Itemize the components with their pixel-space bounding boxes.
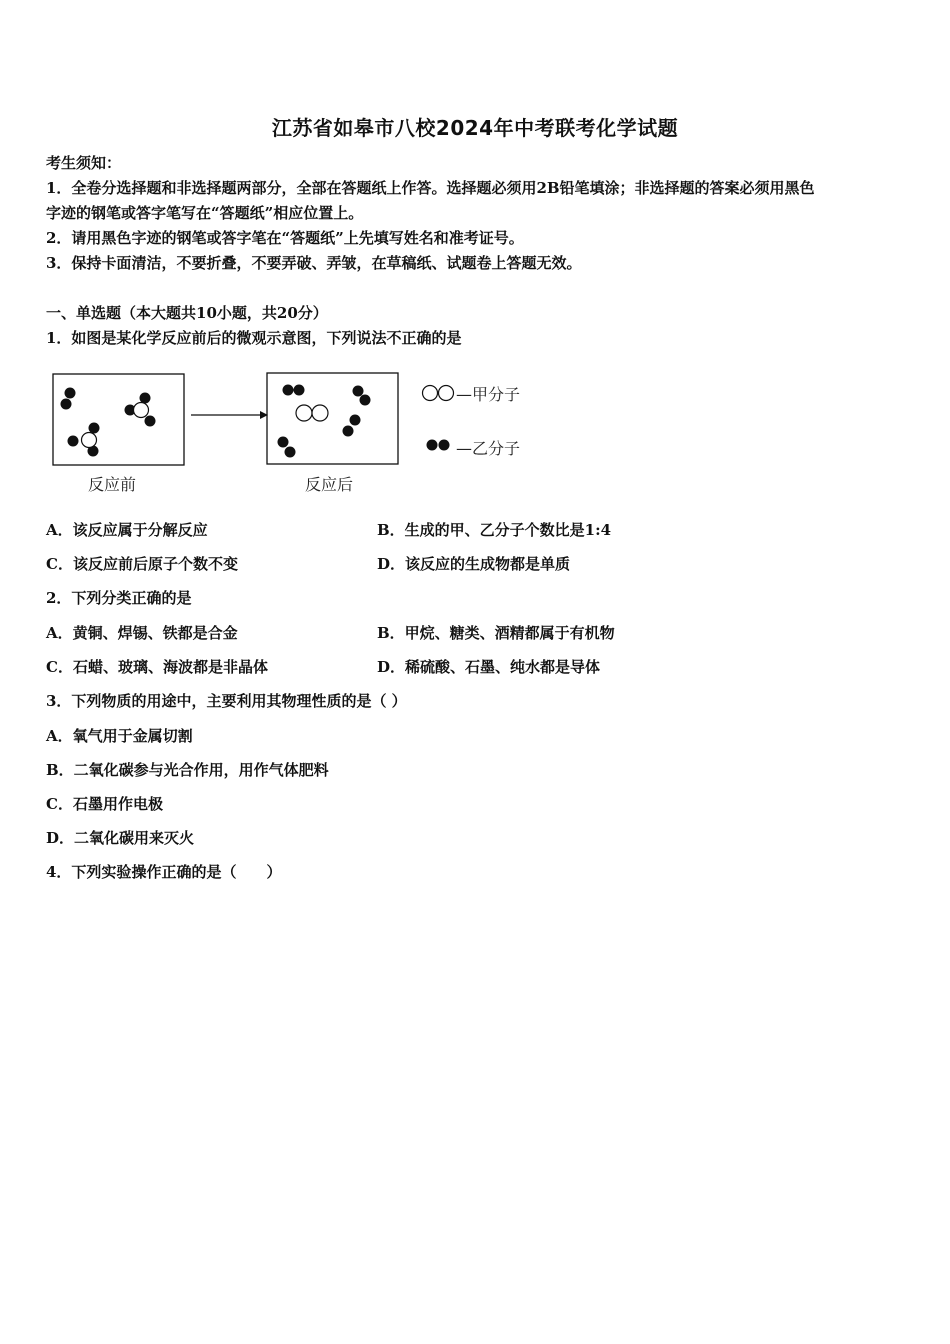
after-molecules [278, 385, 371, 458]
legend-jia-icon [423, 386, 454, 401]
q3-option-b: B．二氧化碳参与光合作用，用作气体肥料 [46, 761, 329, 779]
question-4-stem: 4．下列实验操作正确的是（ ） [46, 863, 282, 881]
q1-option-c: C．该反应前后原子个数不变 [46, 555, 238, 573]
before-molecules [61, 388, 156, 457]
q2-option-b: B．甲烷、糖类、酒精都属于有机物 [377, 624, 615, 642]
notice-item-2: 2．请用黑色字迹的钢笔或答字笔在“答题纸”上先填写姓名和准考证号。 [46, 229, 524, 247]
question-1-stem: 1．如图是某化学反应前后的微观示意图，下列说法不正确的是 [46, 329, 462, 347]
question-2-stem: 2．下列分类正确的是 [46, 589, 192, 607]
q1-option-b: B．生成的甲、乙分子个数比是1:4 [377, 521, 612, 539]
q2-option-a: A．黄铜、焊锡、铁都是合金 [46, 624, 238, 642]
legend-jia-label: —甲分子 [456, 385, 521, 404]
page-title: 江苏省如皋市八校2024年中考联考化学试题 [271, 116, 679, 140]
notice-item-1: 1．全卷分选择题和非选择题两部分，全部在答题纸上作答。选择题必须用2B铅笔填涂；非选择题的答案必须用黑色 [46, 179, 815, 197]
before-label: 反应前 [88, 475, 137, 494]
q2-option-c: C．石蜡、玻璃、海波都是非晶体 [46, 658, 268, 676]
legend-yi-icon [427, 440, 450, 451]
notice-heading: 考生须知： [46, 154, 122, 172]
q3-option-c: C．石墨用作电极 [46, 795, 163, 813]
legend-yi-label: —乙分子 [456, 439, 521, 458]
after-label: 反应后 [305, 475, 354, 494]
question-3-stem: 3．下列物质的用途中，主要利用其物理性质的是（ ） [46, 692, 407, 710]
q3-option-a: A．氧气用于金属切割 [46, 727, 193, 745]
q1-option-a: A．该反应属于分解反应 [46, 521, 208, 539]
notice-item-3: 3．保持卡面清洁，不要折叠，不要弄破、弄皱，在草稿纸、试题卷上答题无效。 [46, 254, 582, 272]
q1-option-d: D．该反应的生成物都是单质 [377, 555, 571, 573]
notice-item-1-cont: 字迹的钢笔或答字笔写在“答题纸”相应位置上。 [46, 204, 364, 222]
q3-option-d: D．二氧化碳用来灭火 [46, 829, 195, 847]
reaction-diagram [46, 365, 566, 505]
q2-option-d: D．稀硫酸、石墨、纯水都是导体 [377, 658, 601, 676]
section-heading: 一、单选题（本大题共10小题，共20分） [46, 304, 328, 322]
before-box [53, 374, 184, 465]
